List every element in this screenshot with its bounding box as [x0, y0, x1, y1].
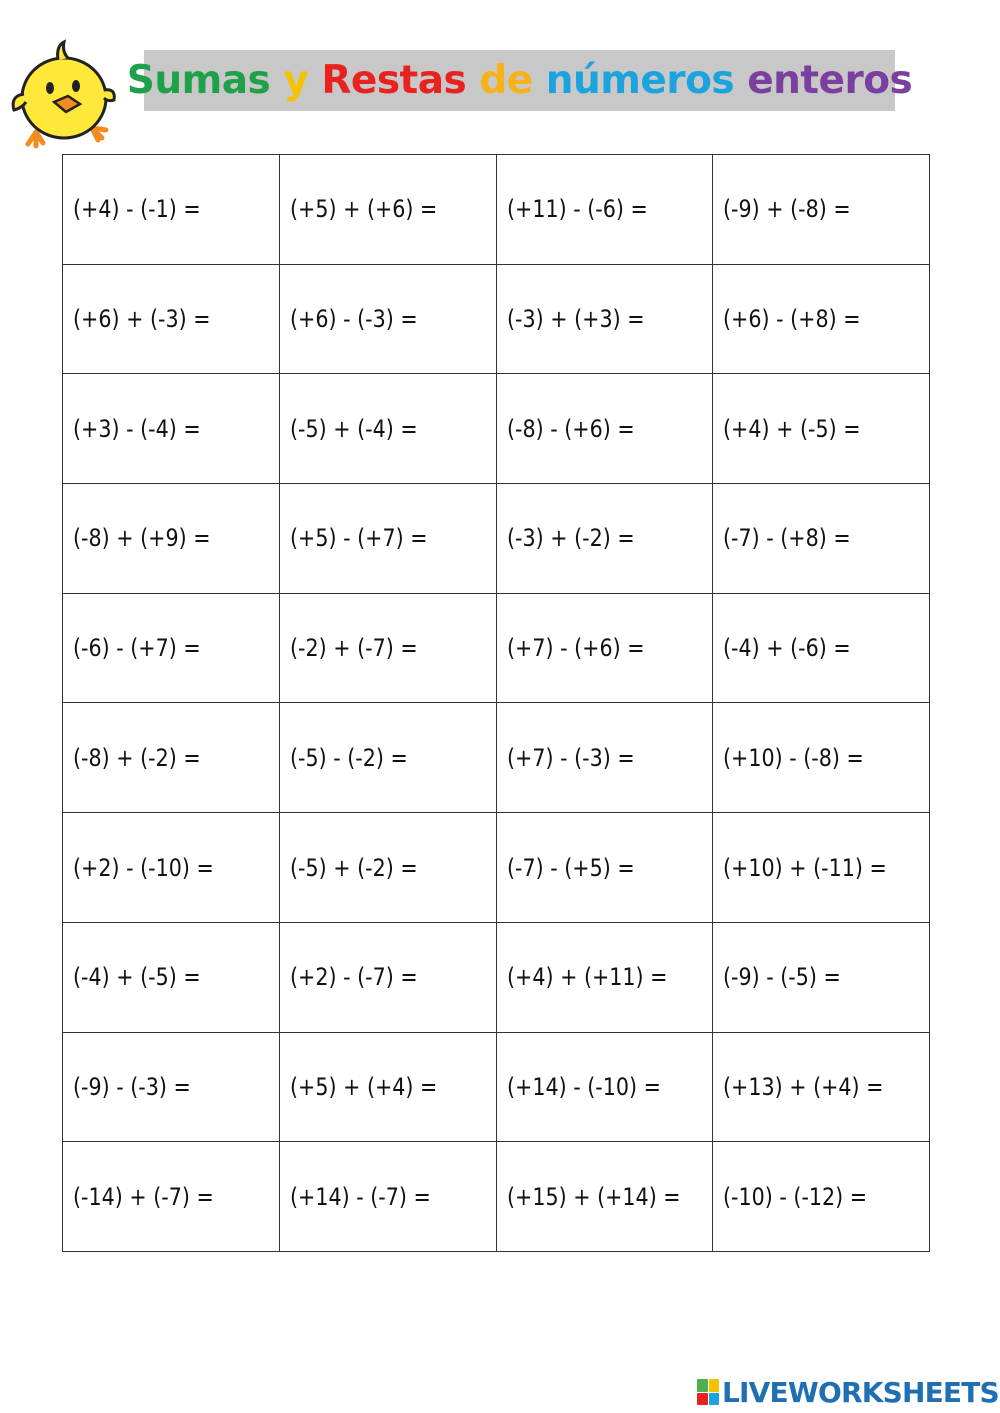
exercise-cell [497, 703, 714, 813]
exercise-cell [280, 594, 497, 704]
exercise-text: (+6) - (+8) = [723, 305, 861, 334]
exercise-text: (-9) + (-8) = [723, 195, 851, 224]
exercise-cell [280, 813, 497, 923]
exercise-text: (-8) - (+6) = [506, 414, 635, 443]
exercise-cell [497, 374, 714, 484]
exercise-text: (+2) - (-7) = [289, 963, 418, 992]
exercise-cell [497, 265, 714, 375]
exercise-text: (+4) + (-5) = [723, 414, 861, 443]
exercise-text: (-4) + (-5) = [73, 963, 201, 992]
exercise-cell [63, 1033, 280, 1143]
exercise-text: (-14) + (-7) = [73, 1182, 214, 1211]
exercise-cell [63, 265, 280, 375]
exercise-text: (-9) - (-3) = [73, 1072, 191, 1101]
exercise-text: (-5) - (-2) = [289, 743, 408, 772]
logo-mark-icon [697, 1379, 719, 1405]
exercise-cell [497, 594, 714, 704]
exercise-text: (+5) + (+6) = [289, 195, 438, 224]
exercise-cell [497, 155, 714, 265]
exercise-cell [713, 484, 930, 594]
exercise-cell [713, 703, 930, 813]
exercise-text: (+14) - (-7) = [289, 1182, 431, 1211]
exercise-cell [713, 813, 930, 923]
exercise-text: (+2) - (-10) = [73, 853, 214, 882]
title-space [533, 58, 546, 103]
exercise-cell [280, 374, 497, 484]
exercise-cell [280, 1142, 497, 1252]
title-space [466, 58, 479, 103]
exercise-cell [497, 1033, 714, 1143]
title-word: de [479, 58, 533, 103]
exercise-text: (+13) + (+4) = [723, 1072, 884, 1101]
exercise-cell [63, 1142, 280, 1252]
exercise-text: (+7) - (-3) = [506, 743, 635, 772]
exercise-text: (-5) + (-4) = [289, 414, 418, 443]
exercise-text: (+3) - (-4) = [73, 414, 201, 443]
exercise-cell [63, 155, 280, 265]
exercise-cell [63, 374, 280, 484]
exercise-text: (-9) - (-5) = [723, 963, 842, 992]
exercise-cell [713, 1033, 930, 1143]
exercise-cell [497, 813, 714, 923]
exercise-text: (-7) - (+5) = [506, 853, 635, 882]
title-word: números [545, 58, 735, 103]
exercise-cell [497, 923, 714, 1033]
title-word: y [283, 58, 309, 103]
chick-icon [6, 36, 118, 152]
exercise-cell [63, 484, 280, 594]
exercise-cell [713, 1142, 930, 1252]
exercise-text: (+4) + (+11) = [506, 963, 667, 992]
worksheet-title [126, 50, 913, 111]
exercise-cell [63, 703, 280, 813]
exercise-cell [497, 1142, 714, 1252]
exercise-cell [280, 1033, 497, 1143]
exercise-cell [280, 703, 497, 813]
exercise-cell [497, 484, 714, 594]
exercise-text: (-10) - (-12) = [723, 1182, 868, 1211]
exercise-text: (+10) + (-11) = [723, 853, 887, 882]
logo-text: LIVEWORKSHEETS [722, 1375, 999, 1409]
title-space [734, 58, 747, 103]
title-space [270, 58, 283, 103]
exercise-text: (+7) - (+6) = [506, 634, 644, 663]
exercise-cell [63, 594, 280, 704]
exercise-text: (-7) - (+8) = [723, 524, 851, 553]
exercise-text: (+10) - (-8) = [723, 743, 865, 772]
exercise-cell [280, 484, 497, 594]
exercise-text: (+14) - (-10) = [506, 1072, 661, 1101]
exercise-text: (-5) + (-2) = [289, 853, 418, 882]
exercise-cell [63, 813, 280, 923]
exercise-text: (+15) + (+14) = [506, 1182, 681, 1211]
title-word: Sumas [126, 58, 271, 103]
liveworksheets-logo [697, 1374, 999, 1410]
exercise-text: (-8) + (-2) = [73, 743, 201, 772]
exercise-cell [713, 374, 930, 484]
exercise-table [62, 154, 930, 1252]
exercise-text: (-6) - (+7) = [73, 634, 201, 663]
exercise-cell [280, 155, 497, 265]
exercise-text: (+5) + (+4) = [289, 1072, 438, 1101]
exercise-text: (+11) - (-6) = [506, 195, 648, 224]
exercise-text: (-3) + (-2) = [506, 524, 635, 553]
exercise-cell [280, 265, 497, 375]
exercise-text: (-2) + (-7) = [289, 634, 418, 663]
exercise-text: (-4) + (-6) = [723, 634, 851, 663]
title-word: enteros [747, 58, 913, 103]
exercise-text: (+6) + (-3) = [73, 305, 211, 334]
exercise-cell [63, 923, 280, 1033]
exercise-cell [713, 265, 930, 375]
exercise-cell [280, 923, 497, 1033]
exercise-cell [713, 594, 930, 704]
exercise-cell [713, 155, 930, 265]
title-word: Restas [321, 58, 467, 103]
exercise-text: (+6) - (-3) = [289, 305, 418, 334]
exercise-text: (-3) + (+3) = [506, 305, 644, 334]
title-space [308, 58, 321, 103]
exercise-text: (+5) - (+7) = [289, 524, 428, 553]
exercise-text: (+4) - (-1) = [73, 195, 201, 224]
exercise-text: (-8) + (+9) = [73, 524, 211, 553]
exercise-cell [713, 923, 930, 1033]
